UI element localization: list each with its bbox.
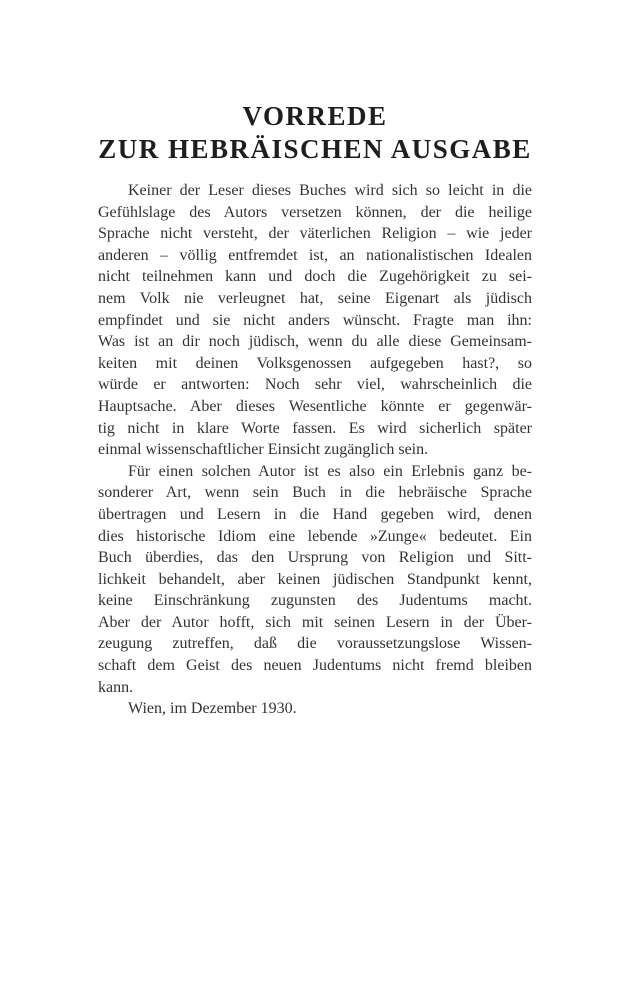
text-line: tig nicht in klare Worte fassen. Es wird sicherlich später [98,419,532,437]
text-line: lichkeit behandelt, aber keinen jüdischen Standpunkt kennt, [98,570,532,588]
text-line: einmal wissenschaftlicher Einsicht zugänglich sein. [98,441,429,459]
book-page [98,0,532,720]
text-line: keiten mit deinen Volksgenossen aufgegeben hast?, so [98,354,532,372]
paragraph [98,461,532,699]
text-line: keine Einschränkung zugunsten des Judentums macht. [98,592,532,610]
text-line: Was ist an dir noch jüdisch, wenn du alle diese Gemeinsam- [98,333,532,351]
chapter-title [98,100,532,166]
text-line: Für einen solchen Autor ist es also ein Erlebnis ganz be- [128,462,532,480]
body-text [98,180,532,720]
text-line: kann. [98,678,134,696]
paragraph [98,698,532,720]
text-line: Gefühlslage des Autors versetzen können, der die heilige [98,203,532,221]
text-line: zeugung zutreffen, daß die voraussetzungslose Wissen- [98,635,532,653]
chapter-title-line1: VORREDE [242,101,388,131]
text-line: nem Volk nie verleugnet hat, seine Eigenart als jüdisch [98,289,532,307]
text-line: Aber der Autor hofft, sich mit seinen Lesern in der Über- [98,613,532,631]
text-line: nicht teilnehmen kann und doch die Zugehörigkeit zu sei- [98,268,532,286]
text-line: würde er antworten: Noch sehr viel, wahrscheinlich die [98,376,532,394]
text-line: dies historische Idiom eine lebende »Zunge« bedeutet. Ein [98,527,532,545]
chapter-title-line2: ZUR HEBRÄISCHEN AUSGABE [98,134,532,164]
text-line: Sprache nicht versteht, der väterlichen Religion – wie jeder [98,225,532,243]
text-line: übertragen und Lesern in die Hand gegeben wird, denen [98,505,532,523]
paragraph [98,180,532,461]
text-line: sonderer Art, wenn sein Buch in die hebräische Sprache [98,484,532,502]
text-line: Wien, im Dezember 1930. [128,700,297,718]
text-line: anderen – völlig entfremdet ist, an nationalistischen Idealen [98,246,532,264]
text-line: Hauptsache. Aber dieses Wesentliche könnte er gegenwär- [98,397,532,415]
text-line: schaft dem Geist des neuen Judentums nicht fremd bleiben [98,657,532,675]
text-line: empfindet und sie nicht anders wünscht. Fragte man ihn: [98,311,532,329]
text-line: Keiner der Leser dieses Buches wird sich so leicht in die [128,182,532,199]
text-line: Buch überdies, das den Ursprung von Religion und Sitt- [98,549,532,567]
